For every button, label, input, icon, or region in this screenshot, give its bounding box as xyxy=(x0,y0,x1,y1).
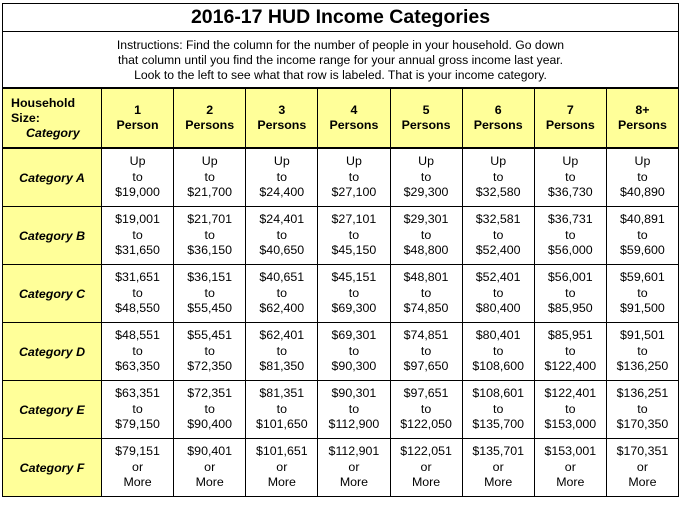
income-range-cell xyxy=(102,439,174,497)
income-range-line: to xyxy=(420,343,432,358)
income-range-cell xyxy=(246,207,318,265)
row-category-label: Category D xyxy=(3,323,102,381)
income-range-line: $69,301 xyxy=(331,328,377,343)
income-range-line: to xyxy=(637,343,648,358)
income-range-line: $19,001 xyxy=(115,212,160,227)
income-range-cell xyxy=(246,439,318,497)
income-range-line: $122,401 xyxy=(544,386,597,401)
income-range-line: $69,300 xyxy=(331,301,377,316)
instructions-line: that column until you find the income range for your annual gross income last year. xyxy=(117,52,564,67)
income-range-line: $48,801 xyxy=(403,270,449,285)
income-range-line: $80,400 xyxy=(475,301,521,316)
column-header-number: 4 xyxy=(350,103,358,117)
income-range-line: $122,050 xyxy=(400,417,452,432)
income-range-cell xyxy=(174,381,246,439)
income-range-line: $40,650 xyxy=(259,243,305,258)
income-range-line: $170,351 xyxy=(616,444,669,459)
income-range-line: $101,650 xyxy=(255,417,308,432)
income-range-cell xyxy=(174,323,246,381)
column-header-number: 3 xyxy=(278,103,286,117)
income-range-line: or xyxy=(348,459,360,474)
income-range-cell xyxy=(606,381,678,439)
income-range-line: or xyxy=(204,459,216,474)
income-range-line: More xyxy=(267,475,296,490)
income-range-line: $27,101 xyxy=(331,212,377,227)
income-range-line: $72,350 xyxy=(187,359,233,374)
row-category-label: Category C xyxy=(3,265,102,323)
column-header-label: Persons xyxy=(257,118,307,132)
income-range-cell xyxy=(174,439,246,497)
income-range-cell xyxy=(462,148,534,207)
table-row xyxy=(3,207,679,265)
column-header xyxy=(462,88,534,148)
column-header-number: 8+ xyxy=(635,103,650,117)
income-range-line: Up xyxy=(634,154,651,169)
instructions xyxy=(3,32,679,89)
income-range-line: $62,401 xyxy=(259,328,305,343)
income-range-line: $31,650 xyxy=(115,243,160,258)
income-range-line: $40,651 xyxy=(259,270,305,285)
income-range-line: $136,251 xyxy=(616,386,669,401)
column-header xyxy=(534,88,606,148)
income-range-line: $52,400 xyxy=(475,243,521,258)
column-header-label: Persons xyxy=(185,118,235,132)
income-range-line: $59,600 xyxy=(620,243,665,258)
income-range-line: $170,350 xyxy=(616,417,669,432)
income-range-line: to xyxy=(493,169,504,184)
income-range-cell xyxy=(174,265,246,323)
income-range-line: or xyxy=(276,459,288,474)
income-range-line: $153,001 xyxy=(544,444,597,459)
income-range-cell xyxy=(102,323,174,381)
table-row xyxy=(3,381,679,439)
income-range-line: to xyxy=(204,285,215,300)
income-range-line: to xyxy=(132,169,143,184)
column-header xyxy=(318,88,390,148)
income-range-cell xyxy=(534,381,606,439)
income-range-line: to xyxy=(348,169,360,184)
income-range-line: $63,351 xyxy=(115,386,160,401)
income-range-cell xyxy=(246,323,318,381)
income-range-line: Up xyxy=(490,154,507,169)
column-header-label: Persons xyxy=(617,118,667,132)
income-range-line: $108,600 xyxy=(472,359,525,374)
column-header xyxy=(606,88,678,148)
table-row xyxy=(3,323,679,381)
column-header-label: Persons xyxy=(545,118,595,132)
income-range-line: to xyxy=(420,169,432,184)
income-range-line: or xyxy=(132,459,144,474)
income-range-cell xyxy=(606,207,678,265)
header-row xyxy=(3,88,679,148)
column-header-number: 1 xyxy=(134,103,142,117)
income-range-line: to xyxy=(565,285,576,300)
income-range-line: $90,400 xyxy=(187,417,233,432)
income-range-cell xyxy=(390,207,462,265)
income-range-line: to xyxy=(276,169,287,184)
income-range-line: to xyxy=(493,343,504,358)
income-range-line: to xyxy=(637,169,648,184)
income-range-line: More xyxy=(628,475,657,490)
income-range-line: to xyxy=(420,401,432,416)
income-range-line: $21,700 xyxy=(187,185,233,200)
income-range-line: to xyxy=(348,285,360,300)
income-range-cell xyxy=(534,148,606,207)
income-range-line: to xyxy=(204,343,215,358)
income-range-line: More xyxy=(411,475,441,490)
header-corner-line: Size: xyxy=(11,110,40,125)
income-range-line: More xyxy=(484,475,513,490)
income-range-line: $29,301 xyxy=(403,212,449,227)
income-range-line: to xyxy=(565,343,576,358)
income-range-line: $31,651 xyxy=(115,270,160,285)
column-header-number: 5 xyxy=(422,103,430,117)
income-range-line: or xyxy=(636,459,648,474)
column-header-label: Person xyxy=(116,118,159,132)
income-range-cell xyxy=(174,148,246,207)
income-range-line: $81,351 xyxy=(259,386,305,401)
income-range-line: to xyxy=(348,401,360,416)
income-range-line: $101,651 xyxy=(255,444,308,459)
income-range-line: to xyxy=(132,285,143,300)
income-range-line: $135,700 xyxy=(472,417,525,432)
income-range-line: $19,000 xyxy=(115,185,160,200)
income-range-line: $85,951 xyxy=(547,328,593,343)
income-range-line: $108,601 xyxy=(472,386,525,401)
income-range-line: $91,500 xyxy=(620,301,665,316)
income-range-cell xyxy=(534,323,606,381)
income-range-line: to xyxy=(420,285,432,300)
income-range-cell xyxy=(318,148,390,207)
income-range-line: $90,401 xyxy=(187,444,233,459)
income-range-line: $55,450 xyxy=(187,301,233,316)
income-range-line: $153,000 xyxy=(544,417,597,432)
column-header-label: Persons xyxy=(329,118,379,132)
income-range-line: Up xyxy=(418,154,434,169)
income-range-line: $97,650 xyxy=(403,359,449,374)
page-title: 2016-17 HUD Income Categories xyxy=(3,4,679,32)
income-range-line: $135,701 xyxy=(472,444,525,459)
income-range-line: Up xyxy=(346,154,362,169)
income-range-line: to xyxy=(132,343,143,358)
column-header xyxy=(390,88,462,148)
income-range-line: $36,150 xyxy=(187,243,233,258)
category-rows xyxy=(3,148,679,497)
income-range-cell xyxy=(102,207,174,265)
income-range-line: to xyxy=(637,285,648,300)
income-category-sheet xyxy=(2,3,679,497)
income-range-line: to xyxy=(565,227,576,242)
income-range-line: $91,501 xyxy=(620,328,665,343)
income-range-line: $79,151 xyxy=(115,444,160,459)
income-range-line: to xyxy=(276,227,287,242)
income-range-line: $48,551 xyxy=(115,328,160,343)
column-header xyxy=(174,88,246,148)
income-range-line: $72,351 xyxy=(187,386,233,401)
income-range-cell xyxy=(174,207,246,265)
instructions-line: Instructions: Find the column for the number of people in your household. Go down xyxy=(116,37,565,52)
table-row xyxy=(3,439,679,497)
income-range-cell xyxy=(102,381,174,439)
income-range-line: Up xyxy=(273,154,290,169)
income-range-line: $36,151 xyxy=(187,270,233,285)
income-range-line: $122,400 xyxy=(544,359,597,374)
income-range-line: $56,001 xyxy=(547,270,593,285)
income-range-line: to xyxy=(276,285,287,300)
income-range-line: to xyxy=(565,169,576,184)
row-category-label: Category E xyxy=(3,381,102,439)
income-range-line: $136,250 xyxy=(616,359,669,374)
income-range-line: to xyxy=(420,227,432,242)
income-range-cell xyxy=(606,265,678,323)
row-category-label: Category B xyxy=(3,207,102,265)
income-range-line: $59,601 xyxy=(620,270,665,285)
income-range-cell xyxy=(462,207,534,265)
income-range-line: to xyxy=(276,343,287,358)
income-range-line: $62,400 xyxy=(259,301,305,316)
income-range-line: to xyxy=(132,227,143,242)
income-range-line: $36,730 xyxy=(547,185,593,200)
income-range-line: $90,300 xyxy=(331,359,377,374)
row-category-label: Category F xyxy=(3,439,102,497)
income-range-line: More xyxy=(123,475,152,490)
income-range-line: to xyxy=(348,343,360,358)
income-range-cell xyxy=(102,265,174,323)
column-header-number: 7 xyxy=(566,103,574,117)
header-corner-category: Category xyxy=(26,125,80,140)
income-range-cell xyxy=(606,323,678,381)
income-range-cell xyxy=(318,381,390,439)
income-range-line: $97,651 xyxy=(403,386,449,401)
income-range-line: to xyxy=(565,401,576,416)
income-range-cell xyxy=(390,265,462,323)
income-range-line: More xyxy=(556,475,585,490)
income-range-cell xyxy=(462,439,534,497)
income-range-line: $63,350 xyxy=(115,359,160,374)
income-range-line: $85,950 xyxy=(547,301,593,316)
income-range-line: to xyxy=(276,401,287,416)
income-range-line: $79,150 xyxy=(115,417,160,432)
income-range-cell xyxy=(390,439,462,497)
income-range-line: $122,051 xyxy=(400,444,452,459)
income-range-cell xyxy=(606,439,678,497)
income-range-line: $81,350 xyxy=(259,359,305,374)
income-range-line: $21,701 xyxy=(187,212,233,227)
income-table xyxy=(2,3,679,497)
income-range-line: to xyxy=(493,285,504,300)
income-range-line: More xyxy=(339,475,369,490)
income-range-line: $36,731 xyxy=(547,212,593,227)
income-range-line: or xyxy=(564,459,576,474)
income-range-cell xyxy=(534,439,606,497)
income-range-line: $40,891 xyxy=(620,212,665,227)
income-range-cell xyxy=(246,148,318,207)
income-range-line: to xyxy=(493,401,504,416)
income-range-line: to xyxy=(132,401,143,416)
column-header xyxy=(246,88,318,148)
income-range-line: $24,400 xyxy=(259,185,305,200)
column-header-number: 6 xyxy=(494,103,502,117)
column-header-number: 2 xyxy=(206,103,214,117)
income-range-line: $90,301 xyxy=(331,386,377,401)
row-category-label: Category A xyxy=(3,148,102,207)
income-range-line: $32,581 xyxy=(475,212,521,227)
header-corner-line: Household xyxy=(11,95,76,110)
column-header-label: Persons xyxy=(473,118,523,132)
income-range-line: to xyxy=(637,227,648,242)
income-range-line: to xyxy=(348,227,360,242)
instructions-line: Look to the left to see what that row is labeled. That is your income category. xyxy=(134,67,547,82)
income-range-line: $45,151 xyxy=(331,270,377,285)
income-range-line: $24,401 xyxy=(259,212,305,227)
income-range-line: $74,850 xyxy=(403,301,449,316)
income-range-line: $48,550 xyxy=(115,301,160,316)
income-range-cell xyxy=(318,439,390,497)
income-range-cell xyxy=(462,381,534,439)
income-range-cell xyxy=(102,148,174,207)
income-range-line: Up xyxy=(562,154,579,169)
income-range-cell xyxy=(534,207,606,265)
income-range-cell xyxy=(462,265,534,323)
income-range-cell xyxy=(390,148,462,207)
income-range-line: $45,150 xyxy=(331,243,377,258)
income-range-line: $80,401 xyxy=(475,328,521,343)
income-range-line: or xyxy=(420,459,432,474)
income-range-line: Up xyxy=(129,154,146,169)
income-range-line: $112,901 xyxy=(328,444,380,459)
header-corner xyxy=(3,88,102,148)
income-range-line: $74,851 xyxy=(403,328,449,343)
income-range-cell xyxy=(318,265,390,323)
income-range-line: to xyxy=(204,401,215,416)
income-range-cell xyxy=(246,381,318,439)
income-range-cell xyxy=(606,148,678,207)
income-range-line: $112,900 xyxy=(328,417,380,432)
income-range-line: $55,451 xyxy=(187,328,233,343)
income-range-line: to xyxy=(637,401,648,416)
income-range-line: to xyxy=(204,227,215,242)
income-range-line: Up xyxy=(201,154,218,169)
income-range-cell xyxy=(534,265,606,323)
income-range-line: to xyxy=(204,169,215,184)
column-header xyxy=(102,88,174,148)
income-range-line: $40,890 xyxy=(620,185,665,200)
income-range-line: $52,401 xyxy=(475,270,521,285)
income-range-cell xyxy=(390,381,462,439)
income-range-line: $27,100 xyxy=(331,185,377,200)
income-range-cell xyxy=(462,323,534,381)
income-range-line: $56,000 xyxy=(547,243,593,258)
income-range-line: $32,580 xyxy=(475,185,521,200)
table-row xyxy=(3,148,679,207)
income-range-line: $29,300 xyxy=(403,185,449,200)
income-range-line: $48,800 xyxy=(403,243,449,258)
table-row xyxy=(3,265,679,323)
income-range-cell xyxy=(318,207,390,265)
income-range-cell xyxy=(246,265,318,323)
income-range-cell xyxy=(390,323,462,381)
column-header-label: Persons xyxy=(401,118,451,132)
income-range-line: or xyxy=(492,459,504,474)
income-range-line: to xyxy=(493,227,504,242)
income-range-line: More xyxy=(195,475,224,490)
income-range-cell xyxy=(318,323,390,381)
